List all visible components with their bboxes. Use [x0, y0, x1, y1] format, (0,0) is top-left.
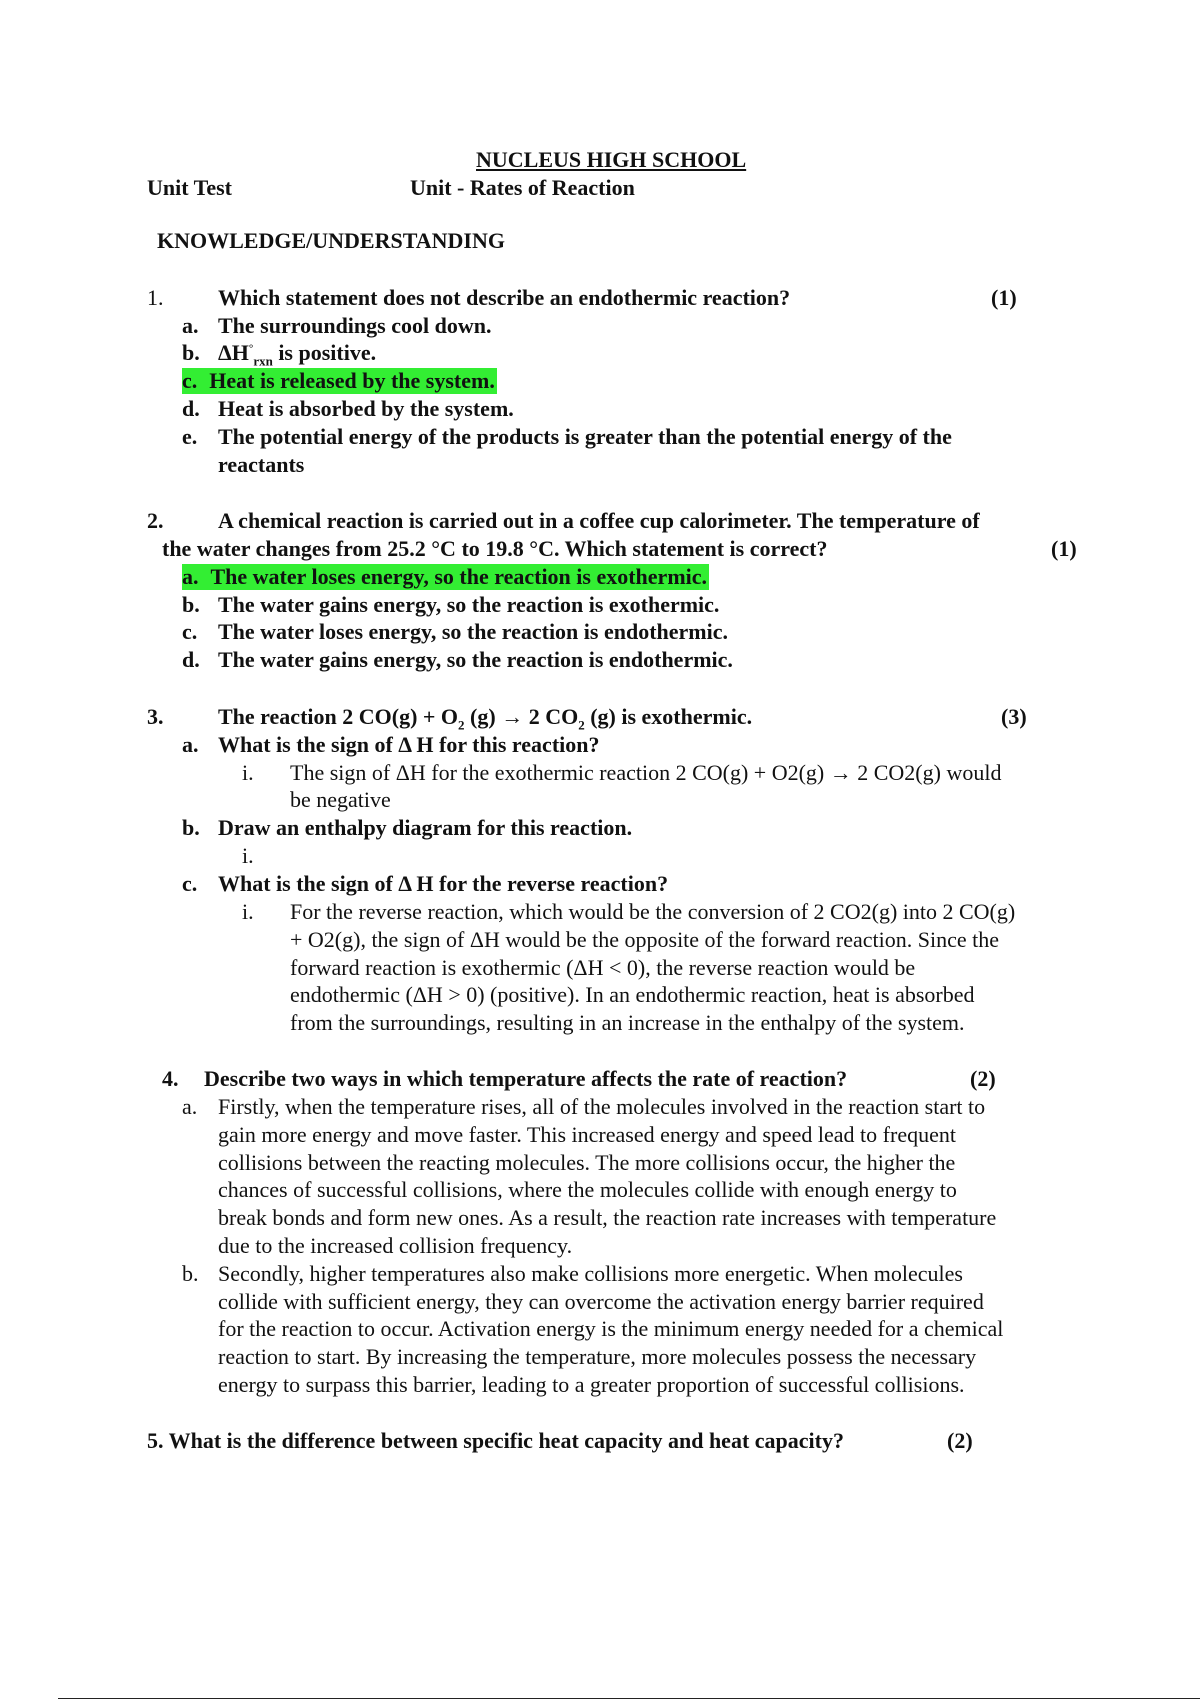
- q3-subscript-co2: 2: [578, 717, 585, 733]
- q4a-line2: gain more energy and move faster. This increased energy and speed lead to frequent: [218, 1122, 956, 1147]
- q3a-answer-line1: The sign of ΔH for the exothermic reaction 2 CO(g) + O2(g) → 2 CO2(g) would: [290, 760, 1002, 785]
- q4b-line5: energy to surpass this barrier, leading to a greater proportion of successful collisions.: [218, 1372, 965, 1397]
- q5-text: 5. What is the difference between specific heat capacity and heat capacity?: [147, 1428, 844, 1453]
- q4-marks: (2): [970, 1066, 996, 1091]
- q4a-line5: break bonds and form new ones. As a result, the reaction rate increases with temperature: [218, 1205, 997, 1230]
- q1-option-c-text: Heat is released by the system.: [209, 368, 495, 393]
- q3c-answer-line4: endothermic (ΔH > 0) (positive). In an endothermic reaction, heat is absorbed: [290, 982, 975, 1007]
- q2-number: 2.: [147, 508, 164, 533]
- school-title: NUCLEUS HIGH SCHOOL: [476, 147, 747, 172]
- q1-option-c-highlight: [182, 368, 497, 394]
- q3-text: [218, 704, 752, 733]
- q4b-line4: reaction to start. By increasing the temperature, more molecules possess the necessary: [218, 1344, 977, 1369]
- q1-option-a-letter: a.: [182, 313, 199, 338]
- q3c-answer-line1: For the reverse reaction, which would be the conversion of 2 CO2(g) into 2 CO(g): [290, 899, 1016, 924]
- q4a-letter: a.: [182, 1094, 198, 1119]
- q3c-answer-line2: + O2(g), the sign of ΔH would be the opposite of the forward reaction. Since the: [290, 927, 999, 952]
- q3c-answer-line3: forward reaction is exothermic (ΔH < 0), the reverse reaction would be: [290, 955, 916, 980]
- q2-option-c-letter: c.: [182, 619, 198, 644]
- q4a-line6: due to the increased collision frequency.: [218, 1233, 573, 1258]
- q3-text-part1: The reaction 2 CO(g) + O: [218, 704, 459, 729]
- q3c-roman: i.: [242, 899, 254, 924]
- unit-title: Unit - Rates of Reaction: [410, 175, 635, 200]
- q2-text-line1: A chemical reaction is carried out in a coffee cup calorimeter. The temperature of: [218, 508, 980, 533]
- q1-option-e-text: The potential energy of the products is greater than the potential energy of the: [218, 424, 952, 449]
- q4b-line3: for the reaction to occur. Activation energy is the minimum energy needed for a chemical: [218, 1316, 1004, 1341]
- q3-number: 3.: [147, 704, 164, 729]
- q3c-letter: c.: [182, 871, 198, 896]
- q1-option-c-letter: c.: [182, 368, 198, 393]
- q3-subscript-o2: 2: [458, 717, 465, 733]
- q4b-line1: Secondly, higher temperatures also make collisions more energetic. When molecules: [218, 1261, 963, 1286]
- q3c-text: What is the sign of Δ H for the reverse reaction?: [218, 871, 669, 896]
- q3-text-part3: (g) is exothermic.: [584, 704, 753, 729]
- standard-degree: °: [248, 342, 254, 355]
- q1-number: 1.: [147, 285, 164, 310]
- q2-option-b-letter: b.: [182, 592, 200, 617]
- q3a-roman: i.: [242, 760, 254, 785]
- q1-option-d-letter: d.: [182, 396, 200, 421]
- q3a-text: What is the sign of Δ H for this reaction?: [218, 732, 600, 757]
- q4a-line1: Firstly, when the temperature rises, all of the molecules involved in the reaction start to: [218, 1094, 986, 1119]
- q1-option-e-text-cont: reactants: [218, 452, 305, 477]
- q3-marks: (3): [1001, 704, 1027, 729]
- q3-text-part2: (g) → 2 CO: [464, 704, 579, 729]
- q1-option-b-text: [218, 340, 376, 369]
- q2-text-line2: the water changes from 25.2 °C to 19.8 °C. Which statement is correct?: [162, 536, 828, 561]
- q2-marks: (1): [1051, 536, 1077, 561]
- q4b-line2: collide with sufficient energy, they can overcome the activation energy barrier required: [218, 1289, 984, 1314]
- q3b-roman: i.: [242, 843, 254, 868]
- q1-option-b-letter: b.: [182, 340, 200, 365]
- q3a-letter: a.: [182, 732, 199, 757]
- q2-option-d-text: The water gains energy, so the reaction is endothermic.: [218, 647, 733, 672]
- q5-marks: (2): [947, 1428, 973, 1453]
- q1-option-b-rest: is positive.: [278, 340, 377, 365]
- test-type: Unit Test: [147, 175, 232, 200]
- q2-option-a-highlight: [182, 564, 709, 590]
- q3a-answer-line2: be negative: [290, 787, 391, 812]
- section-heading: KNOWLEDGE/UNDERSTANDING: [157, 228, 505, 253]
- q1-option-a-text: The surroundings cool down.: [218, 313, 492, 338]
- q3c-answer-line5: from the surroundings, resulting in an increase in the enthalpy of the system.: [290, 1010, 965, 1035]
- q4a-line4: chances of successful collisions, where the molecules collide with enough energy to: [218, 1177, 957, 1202]
- q2-option-c-text: The water loses energy, so the reaction is endothermic.: [218, 619, 728, 644]
- q2-option-d-letter: d.: [182, 647, 200, 672]
- q1-option-e-letter: e.: [182, 424, 198, 449]
- q4-text: Describe two ways in which temperature affects the rate of reaction?: [204, 1066, 848, 1091]
- q4b-letter: b.: [182, 1261, 199, 1286]
- q1-text: Which statement does not describe an endothermic reaction?: [218, 285, 791, 310]
- q3b-letter: b.: [182, 815, 200, 840]
- page-bottom-rule: [58, 1698, 1200, 1699]
- q4a-line3: collisions between the reacting molecules. The more collisions occur, the higher the: [218, 1150, 956, 1175]
- q1-marks: (1): [991, 285, 1017, 310]
- q2-option-a-letter: a.: [182, 564, 199, 589]
- q3b-text: Draw an enthalpy diagram for this reaction.: [218, 815, 633, 840]
- delta-h-symbol: ΔH: [218, 340, 249, 365]
- q2-option-b-text: The water gains energy, so the reaction is exothermic.: [218, 592, 720, 617]
- q4-number: 4.: [162, 1066, 179, 1091]
- q2-option-a-text: The water loses energy, so the reaction is exothermic.: [210, 564, 708, 589]
- rxn-subscript: rxn: [253, 353, 273, 369]
- q1-option-d-text: Heat is absorbed by the system.: [218, 396, 514, 421]
